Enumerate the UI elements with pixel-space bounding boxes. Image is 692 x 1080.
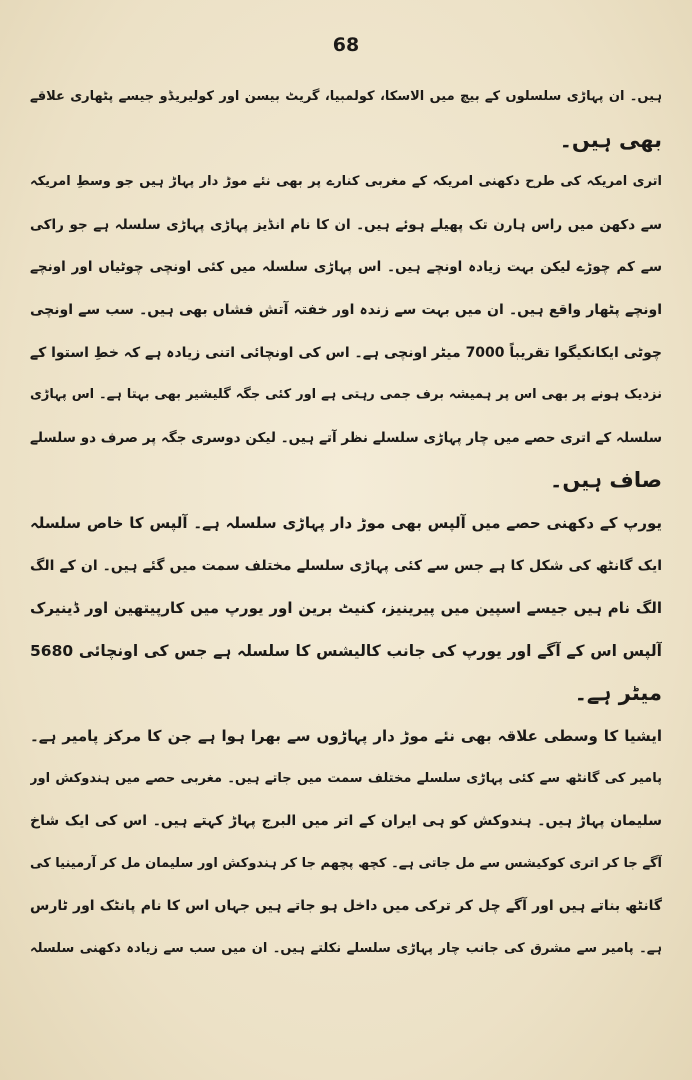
text-line: سلسلہ کے اتری حصے میں چار پہاڑی سلسلے نظر آتے ہیں۔ لیکن دوسری جگہ پر صرف دو سلسلے	[30, 429, 662, 446]
text-line: یورپ کے دکھنی حصے میں آلپس بھی موڑ دار پہاڑی سلسلہ ہے۔ آلپس کا خاص سلسلہ	[30, 513, 662, 532]
text-line: اونچے پٹھار واقع ہیں۔ ان میں بہت سے زندہ اور خفتہ آتش فشاں بھی ہیں۔ سب سے اونچی	[30, 301, 662, 318]
text-line: ہے۔ پامیر سے مشرق کی جانب چار پہاڑی سلسلے نکلتے ہیں۔ ان میں سب سے زیادہ دکھنی سلسلہ	[30, 940, 662, 956]
text-line: الگ نام ہیں جیسے اسپین میں پیرینیز، کنیٹ برین اور یورپ میں کارپیتھین اور ڈینیرک	[30, 599, 662, 618]
text-line: سے دکھن میں راس ہارن تک پھیلے ہوئے ہیں۔ ان کا نام انڈیز پہاڑی پہاڑی سلسلہ ہے جو راکی	[30, 216, 662, 233]
text-line: سلیمان پہاڑ ہیں۔ ہندوکش کو ہی ایران کے اتر میں البرج پہاڑ کہتے ہیں۔ اس کی ایک شاخ	[30, 813, 662, 830]
text-line: ہیں۔ ان پہاڑی سلسلوں کے بیچ میں الاسکا، کولمبیا، گریٹ بیسن اور کولیریڈو جیسے پٹھاری علاقے	[30, 89, 662, 104]
text-line: گانٹھ بناتے ہیں اور آگے چل کر ترکی میں داخل ہو جاتے ہیں جہاں اس کا نام پانٹک اور ٹارس	[30, 898, 662, 915]
text-line: ایشیا کا وسطی علاقہ بھی نئے موڑ دار پہاڑوں سے بھرا ہوا ہے جن کا مرکز پامیر ہے۔	[30, 726, 662, 745]
text-line: نزدیک ہونے پر بھی اس پر ہمیشہ برف جمی رہتی ہے اور کئی جگہ گلیشیر بھی بہتا ہے۔ اس پہاڑی	[30, 387, 662, 403]
text-line: میٹر ہے۔	[574, 681, 662, 706]
text-line: پامیر کی گانٹھ سے کئی پہاڑی سلسلے مختلف سمت میں جاتے ہیں۔ مغربی حصے میں ہندوکش اور	[30, 770, 662, 786]
page-number: 68	[332, 34, 360, 56]
text-line: بھی ہیں۔	[559, 127, 662, 152]
text-line: اتری امریکہ کی طرح دکھنی امریکہ کے مغربی کنارے پر بھی نئے موڑ دار پہاڑ ہیں جو وسطِ امریکہ	[30, 174, 662, 190]
text-line: آگے جا کر اتری کوکیشس سے مل جاتی ہے۔ کچھ پچھم جا کر ہندوکش اور سلیمان مل کر آرمینیا کی	[30, 855, 662, 871]
text-line: صاف ہیں۔	[550, 468, 662, 493]
text-line: آلپس اس کے آگے اور یورپ کی جانب کالیشس کا سلسلہ ہے جس کی اونچائی 5680	[30, 641, 662, 660]
page-body-text	[30, 76, 662, 970]
text-line: چوٹی ایکانکیگوا تقریباً 7000 میٹر اونچی ہے۔ اس کی اونچائی اتنی زیادہ ہے کہ خطِ استوا کے	[30, 344, 662, 361]
text-line: ایک گانٹھ کی شکل کا ہے جس سے کئی پہاڑی سلسلے مختلف سمت میں گئے ہیں۔ ان کے الگ	[30, 557, 662, 574]
text-line: سے کم چوڑے لیکن بہت زیادہ اونچے ہیں۔ اس پہاڑی سلسلہ میں کئی اونچی چوٹیاں اور اونچے	[30, 259, 662, 276]
